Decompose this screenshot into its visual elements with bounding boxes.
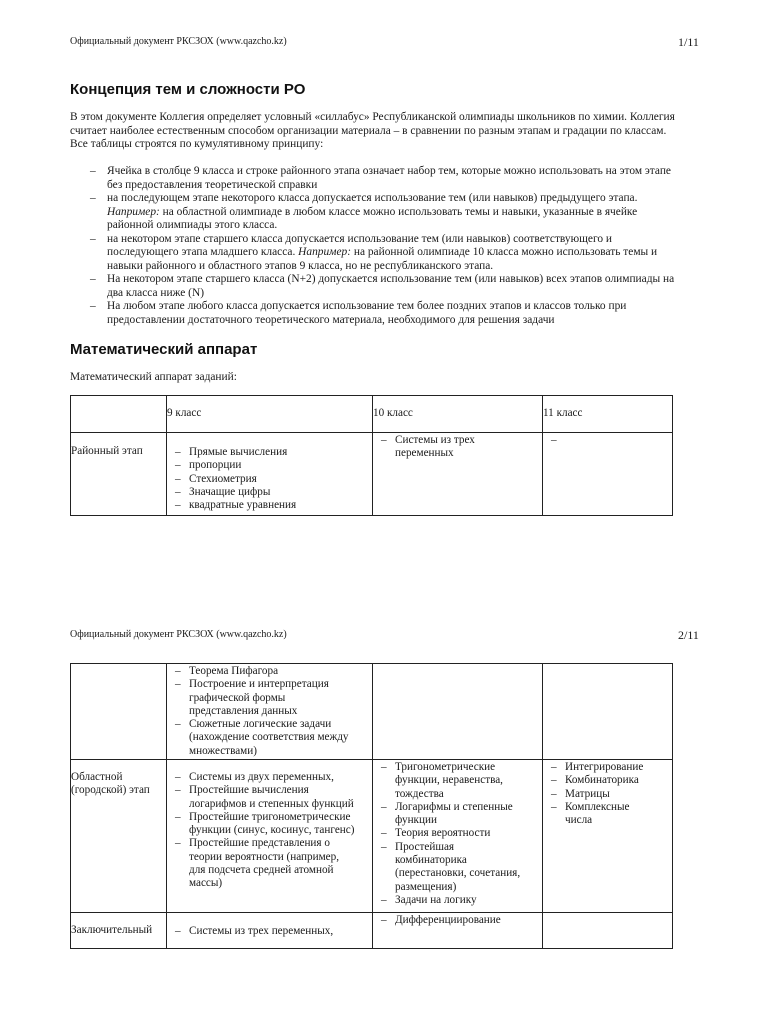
list-item	[167, 784, 372, 811]
list-item-line: тождества	[395, 787, 444, 800]
list-item	[373, 761, 542, 801]
list-item	[373, 841, 542, 894]
cell-regional-11	[543, 760, 673, 913]
principle-item-1	[70, 165, 710, 192]
principle-line: – На некотором этапе старшего класса (N+2) допускается использование тем (или навыков) всех этапов олимпиады на	[107, 273, 675, 285]
list-item	[167, 925, 372, 938]
cell-continuation-10	[373, 664, 543, 760]
list-item-line: функции, неравенства,	[395, 774, 503, 787]
math-table-page2	[70, 663, 673, 949]
row-header-regional	[71, 760, 167, 913]
list-item-line: функции	[395, 814, 437, 827]
list-item-line: логарифмов и степенных функций	[189, 797, 354, 810]
intro-line: Все таблицы строятся по кумулятивному принципу:	[70, 138, 324, 150]
principle-text: последующего этапа младшего класса.	[107, 246, 299, 258]
principle-line	[107, 206, 710, 220]
list-item-line: массы)	[189, 877, 223, 890]
heading-concept: Концепция тем и сложности РО	[70, 81, 306, 98]
list-item	[167, 837, 372, 890]
list-item-line: Комбинаторика	[565, 774, 639, 787]
list-item-line: Задачи на логику	[395, 893, 477, 906]
list-item-line: Простейшая	[395, 840, 455, 853]
list-item-line: представления данных	[189, 704, 298, 717]
intro-line: считает наиболее естественным способом организации материала – в сравнении по разным этапам и градации по классам.	[70, 124, 667, 137]
list-item	[167, 771, 372, 784]
cell-continuation-9	[167, 664, 373, 760]
col-header-10	[373, 396, 543, 433]
heading-math: Математический аппарат	[70, 341, 258, 358]
list-item-line: Построение и интерпретация	[189, 678, 329, 691]
list-item-line: Матрицы	[565, 787, 610, 800]
page2-page-number: 2/11	[678, 628, 699, 642]
example-label: Например:	[107, 205, 160, 218]
list-item-line: Системы из трех переменных,	[189, 925, 334, 937]
list-item	[373, 894, 542, 907]
principle-item-4	[70, 273, 710, 300]
list-item	[373, 801, 542, 828]
col-header-label: 11 класс	[543, 407, 583, 420]
row-header-label: Заключительный	[71, 924, 153, 936]
list-item-line: Тригонометрические	[395, 761, 496, 773]
cell-district-10	[373, 433, 543, 516]
list-item-line: графической формы	[189, 691, 286, 704]
principle-line: предоставлении достаточного теоретического материала, необходимого для решения задачи	[107, 313, 555, 326]
principle-item-2	[70, 192, 710, 233]
principle-line: два класса ниже (N)	[107, 286, 204, 299]
cell-final-9	[167, 913, 373, 949]
list-item-line: теории вероятности (например,	[189, 850, 340, 863]
example-text: на районной олимпиаде 10 класса можно использовать темы и	[351, 246, 658, 258]
list-item: – Стехиометрия	[167, 473, 372, 486]
list-item-line: размещения)	[395, 880, 457, 893]
corner-cell	[71, 396, 167, 433]
row-header-label: Районный этап	[71, 445, 143, 457]
list-item-line: Простейшие представления о	[189, 837, 330, 850]
principle-line: без предоставления теоретической справки	[107, 178, 318, 191]
principle-line: – на некотором этапе старшего класса допускается использование тем (или навыков) соответствующего и	[107, 232, 612, 245]
list-item	[543, 801, 672, 828]
row-header-label: Областной	[71, 771, 123, 783]
table-row-continuation	[71, 664, 673, 760]
table-row-final	[71, 913, 673, 949]
principle-item-5	[70, 300, 710, 327]
list-item	[167, 678, 372, 718]
principle-line: – Ячейка в столбце 9 класса и строке районного этапа означает набор тем, которые можно использовать на этом этапе	[107, 165, 671, 177]
list-item: – квадратные уравнения	[167, 499, 372, 512]
list-item-line: Комплексные	[565, 800, 630, 813]
principle-line: навыки районного и областного этапов 9 класса, но не республиканского этапа.	[107, 259, 494, 272]
table-row-regional	[71, 760, 673, 913]
cell-regional-9	[167, 760, 373, 913]
list-item-line: числа	[565, 814, 593, 827]
list-item-line: Теорема Пифагора	[189, 665, 279, 677]
list-item	[373, 914, 542, 927]
list-item	[543, 788, 672, 801]
list-item-line: функции (синус, косинус, тангенс)	[189, 824, 355, 837]
list-item-line: Системы из двух переменных,	[189, 771, 334, 783]
principle-line: – На любом этапе любого класса допускается использование тем более поздних этапов и классов только при	[107, 300, 627, 312]
example-label: Например:	[298, 246, 351, 258]
cell-final-11	[543, 913, 673, 949]
math-caption: Математический аппарат заданий:	[70, 371, 237, 383]
table-row-district	[71, 433, 673, 516]
list-item-line: Логарифмы и степенные	[395, 800, 513, 813]
list-item	[167, 665, 372, 678]
col-header-label: 10 класс	[373, 407, 413, 420]
list-item	[373, 827, 542, 840]
list-item: – Значащие цифры	[167, 486, 372, 499]
example-text: на областной олимпиаде в любом классе можно использовать темы и навыки, указанные в ячейке	[159, 205, 638, 218]
intro-line: В этом документе Коллегия определяет условный «силлабус» Республиканской олимпиады школьников по химии. Коллегия	[70, 111, 675, 123]
list-item	[167, 811, 372, 838]
page2-header-source: Официальный документ РКСЗОХ (www.qazcho.kz)	[70, 629, 287, 640]
cell-final-10	[373, 913, 543, 949]
page1-page-number: 1/11	[678, 35, 699, 49]
principle-line: районной олимпиады этого класса.	[107, 219, 278, 231]
cell-district-11	[543, 433, 673, 516]
table-header-row	[71, 396, 673, 433]
list-item-line: Дифференциирование	[395, 914, 501, 926]
list-item-line: переменных	[395, 447, 454, 460]
page1-header-source: Официальный документ РКСЗОХ (www.qazcho.kz)	[70, 36, 287, 47]
list-item-line: (перестановки, сочетания,	[395, 867, 521, 880]
list-item-line: Теория вероятности	[395, 827, 491, 840]
principle-line: – на последующем этапе некоторого класса допускается использование тем (или навыков) предыдущего этапа.	[107, 192, 638, 204]
col-header-label: 9 класс	[167, 407, 202, 420]
math-table-page1	[70, 395, 673, 516]
list-item-line: Простейшие вычисления	[189, 784, 309, 797]
intro-paragraph	[70, 111, 710, 152]
list-item-line: (нахождение соответствия между	[189, 731, 349, 744]
row-header-district	[71, 433, 167, 516]
principle-item-3	[70, 233, 710, 274]
cell-continuation-11	[543, 664, 673, 760]
list-item-line: Сюжетные логические задачи	[189, 718, 332, 731]
list-item-line: Простейшие тригонометрические	[189, 810, 351, 823]
cell-regional-10	[373, 760, 543, 913]
cell-district-9	[167, 433, 373, 516]
row-header-label: (городской) этап	[71, 784, 150, 797]
principles-list	[70, 165, 710, 327]
list-item	[167, 718, 372, 758]
col-header-9	[167, 396, 373, 433]
row-header-final	[71, 913, 167, 949]
list-item-line: множествами)	[189, 744, 257, 757]
list-item-line: комбинаторика	[395, 854, 467, 867]
row-header-empty	[71, 664, 167, 760]
list-item	[543, 761, 672, 774]
list-item-line: Интегрирование	[565, 761, 644, 773]
list-item	[543, 774, 672, 787]
list-item-line: для подсчета средней атомной	[189, 864, 334, 877]
list-item: – Прямые вычисления	[167, 446, 372, 459]
list-item	[373, 434, 542, 461]
list-item: – пропорции	[167, 459, 372, 472]
list-item-line: Системы из трех	[395, 434, 475, 446]
principle-line	[107, 246, 710, 260]
col-header-11	[543, 396, 673, 433]
